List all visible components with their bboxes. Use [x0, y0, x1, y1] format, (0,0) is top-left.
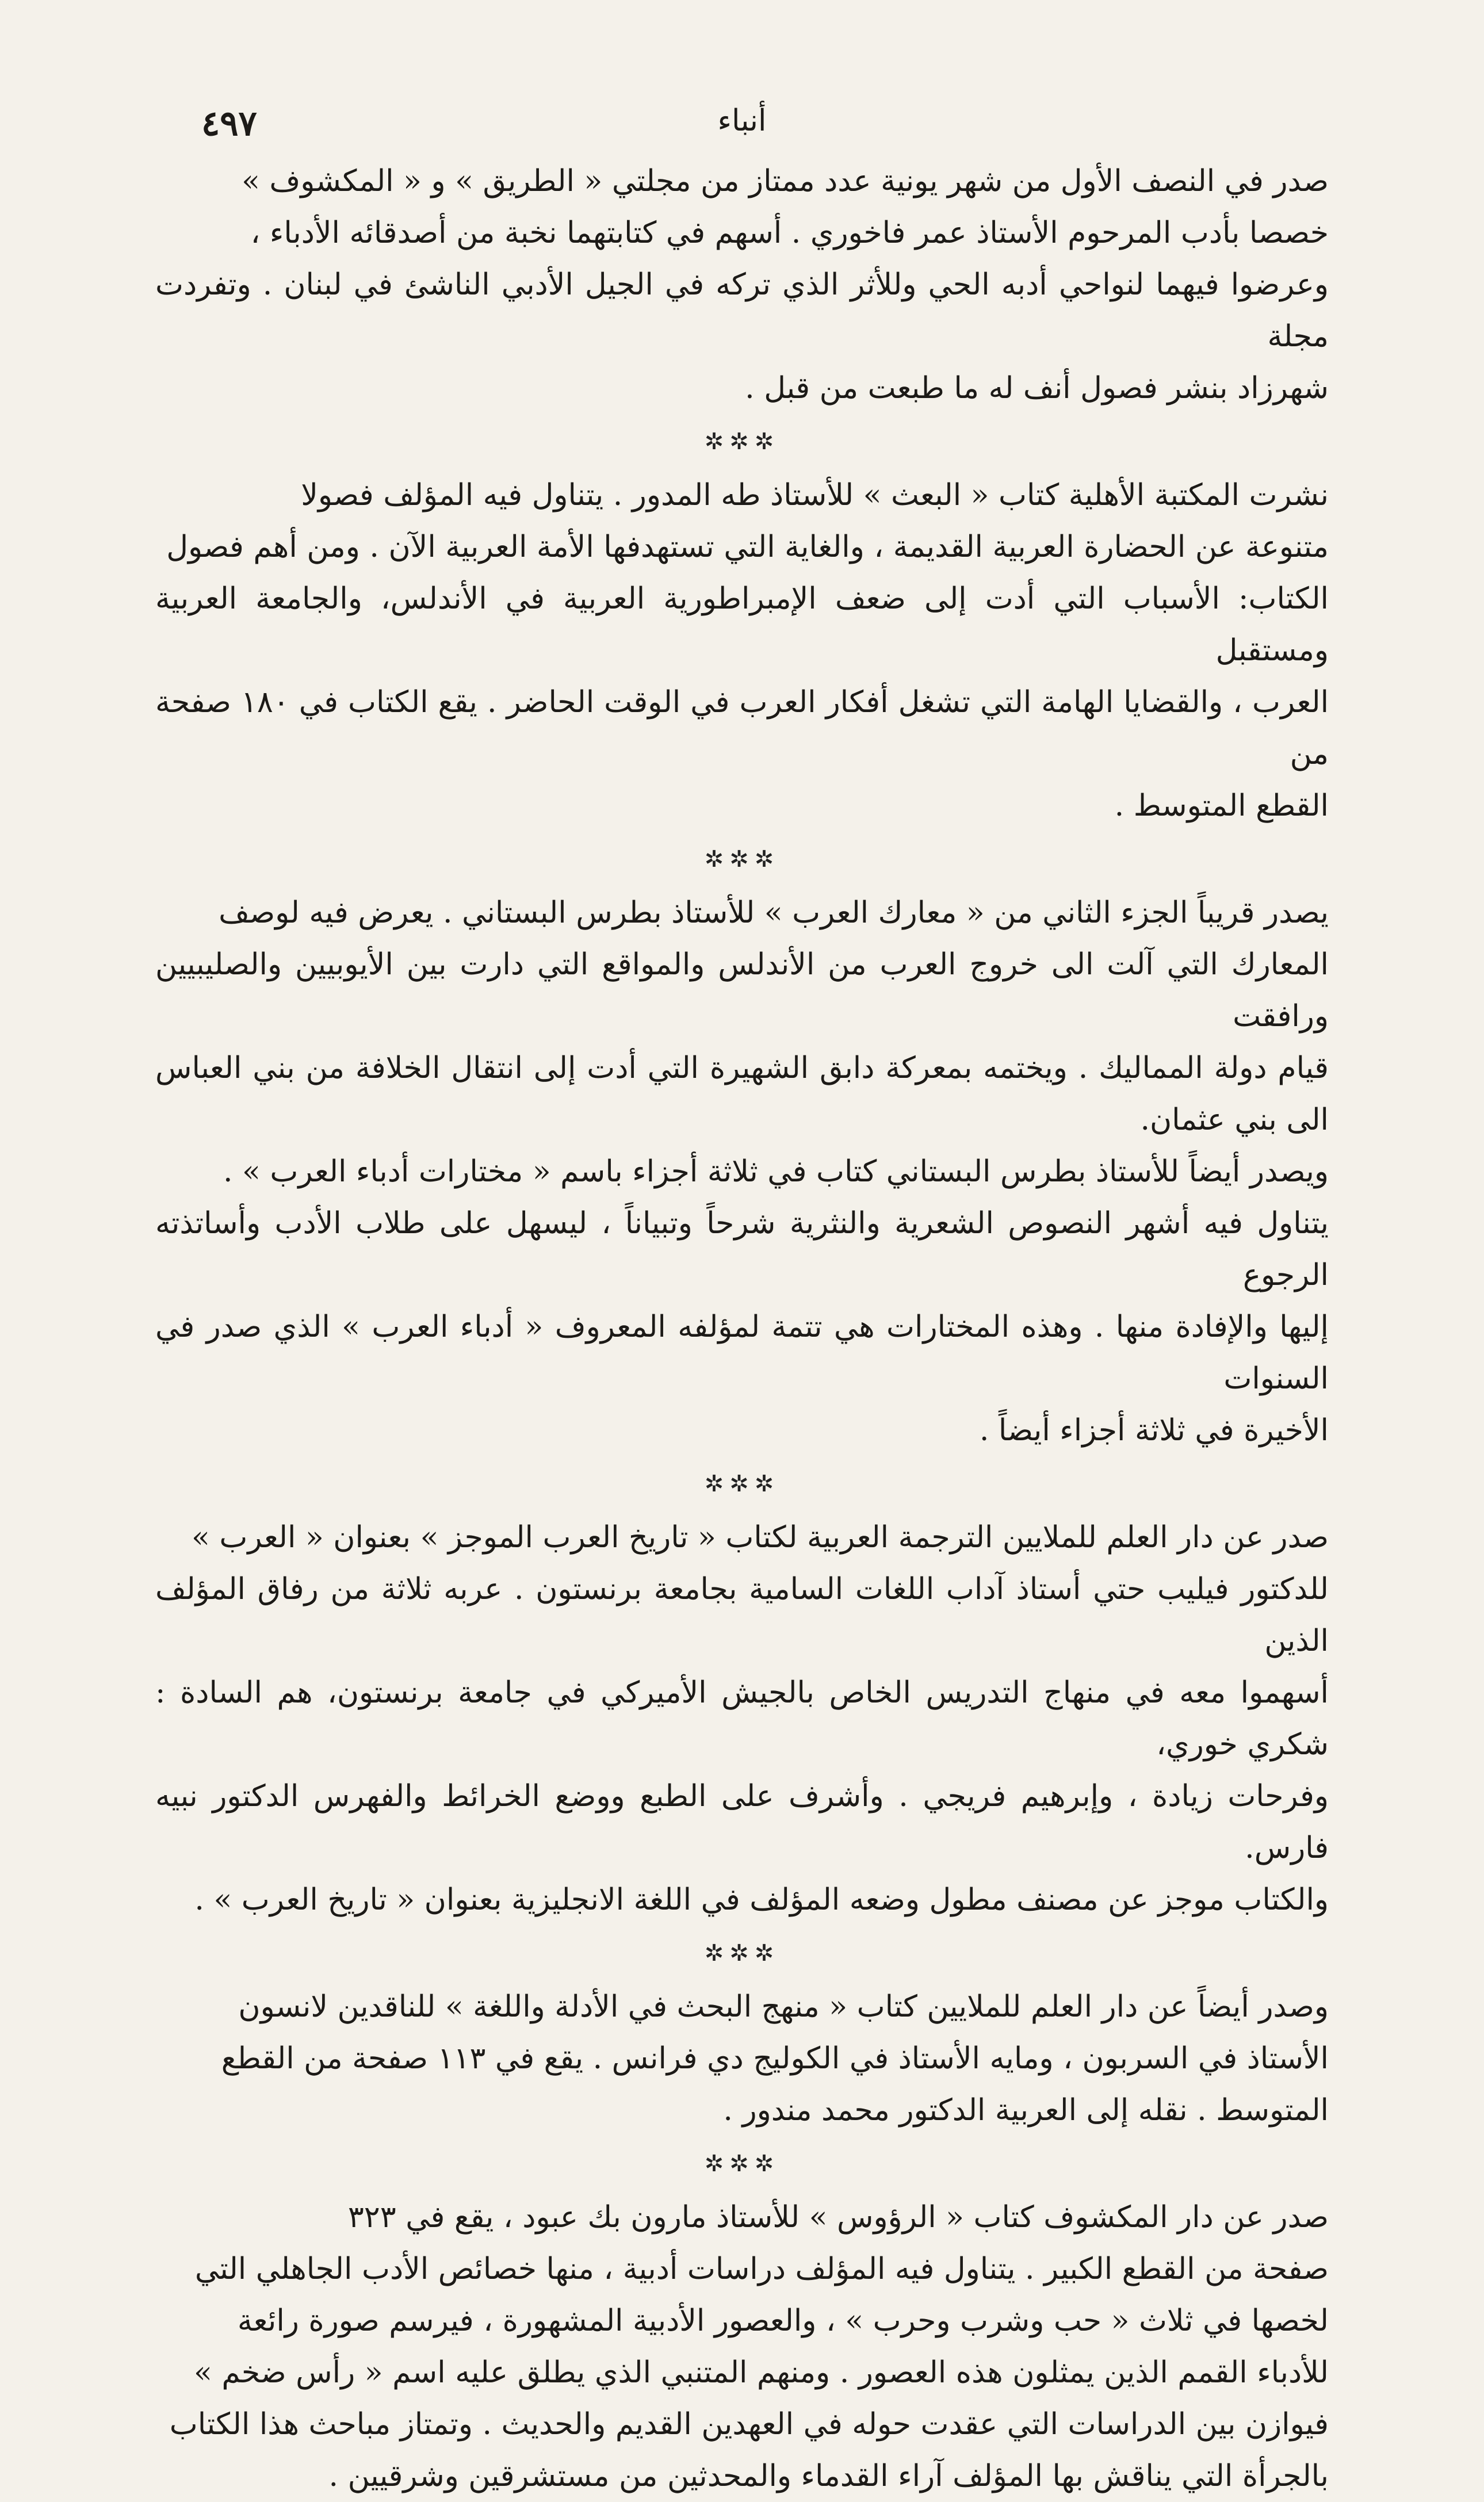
text-line: أسهموا معه في منهاج التدريس الخاص بالجيش الأميركي في جامعة برنستون، هم السادة : شكري خوري، — [155, 1675, 1329, 1762]
news-item-al-baath-book — [155, 469, 1329, 832]
text-line: وفرحات زيادة ، وإبرهيم فريجي . وأشرف على الطبع ووضع الخرائط والفهرس الدكتور نبيه فارس. — [155, 1779, 1329, 1865]
running-header — [155, 92, 1329, 155]
text-line: شهرزاد بنشر فصول أنف له ما طبعت من قبل . — [745, 371, 1329, 405]
news-content — [155, 155, 1329, 2502]
text-line: صدر عن دار المكشوف كتاب « الرؤوس » للأستاذ مارون بك عبود ، يقع في ٣٢٣ — [347, 2200, 1329, 2235]
section-separator: ✲✲✲ — [704, 429, 780, 455]
text-line: صفحة من القطع الكبير . يتناول فيه المؤلف دراسات أدبية ، منها خصائص الأدب الجاهلي التي — [194, 2252, 1329, 2286]
text-line: للأدباء القمم الذين يمثلون هذه العصور . ومنهم المتنبي الذي يطلق عليه اسم « رأس ضخم » — [193, 2355, 1329, 2390]
text-line: يتناول فيه أشهر النصوص الشعرية والنثرية شرحاً وتبياناً ، ليسهل على طلاب الأدب وأساتذته الرجوع — [155, 1206, 1329, 1292]
text-line: الأخيرة في ثلاثة أجزاء أيضاً . — [979, 1413, 1329, 1448]
text-line: القطع المتوسط . — [1114, 789, 1329, 823]
text-line: صدر في النصف الأول من شهر يونية عدد ممتاز من مجلتي « الطريق » و « المكشوف » — [242, 164, 1329, 198]
text-line: خصصا بأدب المرحوم الأستاذ عمر فاخوري . أسهم في كتابتهما نخبة من أصدقائه الأدباء ، — [250, 216, 1329, 250]
text-line: الأستاذ في السربون ، ومايه الأستاذ في الكوليج دي فرانس . يقع في ١١٣ صفحة من القطع — [221, 2041, 1329, 2076]
text-line: يصدر قريباً الجزء الثاني من « معارك العرب » للأستاذ بطرس البستاني . يعرض فيه لوصف — [219, 896, 1329, 930]
text-line: الكتاب: الأسباب التي أدت إلى ضعف الإمبراطورية العربية في الأندلس، والجامعة العربية ومستقبل — [155, 581, 1329, 668]
news-item-fakhouri-tribute — [155, 155, 1329, 414]
text-line: بالجرأة التي يناقش بها المؤلف آراء القدماء والمحدثين من مستشرقين وشرقيين . — [328, 2459, 1329, 2493]
news-item-al-ruous-book — [155, 2191, 1329, 2502]
text-line: المتوسط . نقله إلى العربية الدكتور محمد مندور . — [723, 2093, 1329, 2128]
section-separator: ✲✲✲ — [704, 2151, 780, 2177]
text-line: المعارك التي آلت الى خروج العرب من الأندلس والمواقع التي دارت بين الأيوبيين والصليبيين ورافقت — [155, 947, 1329, 1034]
text-line: للدكتور فيليب حتي أستاذ آداب اللغات السامية بجامعة برنستون . عربه ثلاثة من رفاق المؤلف الذين — [155, 1572, 1329, 1658]
text-line: العرب ، والقضايا الهامة التي تشغل أفكار العرب في الوقت الحاضر . يقع الكتاب في ١٨٠ صفحة من — [155, 685, 1329, 771]
running-title: أنباء — [717, 104, 767, 138]
news-item-hitti-history — [155, 1512, 1329, 1926]
text-line: وعرضوا فيهما لنواحي أدبه الحي وللأثر الذي تركه في الجيل الأدبي الناشئ في لبنان . وتفردت مجلة — [155, 267, 1329, 354]
news-item-research-method — [155, 1981, 1329, 2136]
text-line: وصدر أيضاً عن دار العلم للملايين كتاب « منهج البحث في الأدلة واللغة » للناقدين لانسون — [238, 1990, 1329, 2024]
section-separator: ✲✲✲ — [704, 846, 780, 873]
section-separator: ✲✲✲ — [704, 1471, 780, 1497]
text-line: ويصدر أيضاً للأستاذ بطرس البستاني كتاب في ثلاثة أجزاء باسم « مختارات أدباء العرب » . — [223, 1154, 1329, 1189]
text-line: لخصها في ثلاث « حب وشرب وحرب » ، والعصور الأدبية المشهورة ، فيرسم صورة رائعة — [237, 2304, 1329, 2338]
text-line: إليها والإفادة منها . وهذه المختارات هي تتمة لمؤلفه المعروف « أدباء العرب » الذي صدر في السنوات — [155, 1310, 1329, 1396]
section-separator: ✲✲✲ — [704, 1940, 780, 1967]
text-line: متنوعة عن الحضارة العربية القديمة ، والغاية التي تستهدفها الأمة العربية الآن . ومن أهم فصول — [166, 530, 1329, 564]
text-line: قيام دولة المماليك . ويختمه بمعركة دابق الشهيرة التي أدت إلى انتقال الخلافة من بني العباس الى بني عثمان. — [155, 1051, 1329, 1137]
text-line: نشرت المكتبة الأهلية كتاب « البعث » للأستاذ طه المدور . يتناول فيه المؤلف فصولا — [301, 478, 1329, 512]
text-line: فيوازن بين الدراسات التي عقدت حوله في العهدين القديم والحديث . وتمتاز مباحث هذا الكتاب — [169, 2407, 1329, 2442]
page-number: ٤٩٧ — [201, 104, 257, 144]
text-line: صدر عن دار العلم للملايين الترجمة العربية لكتاب « تاريخ العرب الموجز » بعنوان « العرب » — [192, 1520, 1329, 1555]
text-line: والكتاب موجز عن مصنف مطول وضعه المؤلف في اللغة الانجليزية بعنوان « تاريخ العرب » . — [194, 1883, 1329, 1917]
news-item-bustani-books — [155, 887, 1329, 1456]
